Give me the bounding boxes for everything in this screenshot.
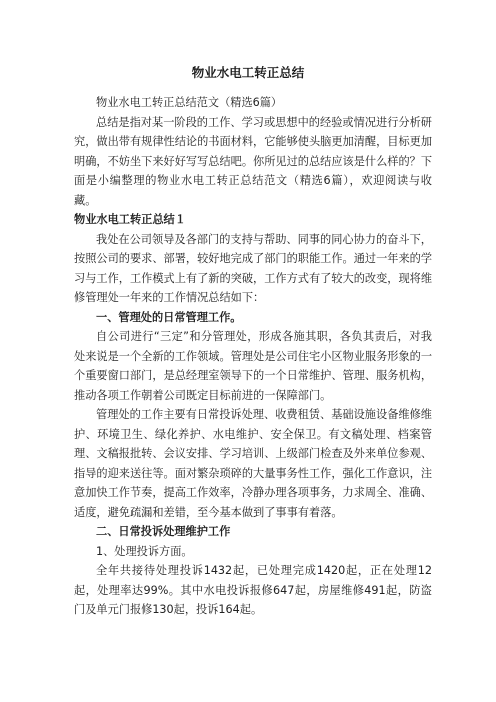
body-paragraph: 全年共接待处理投诉1432起，已处理完成1420起，正在处理12起，处理率达99%。其中水电投诉报修647起，房屋维修491起，防盗门及单元门报修130起，投诉164起。 <box>74 564 432 616</box>
document-title: 物业水电工转正总结 <box>191 65 305 80</box>
intro-paragraph: 总结是指对某一阶段的工作、学习或思想中的经验或情况进行分析研究，做出带有规律性结论的书面材料，它能够使头脑更加清醒，目标更加明确，不妨坐下来好好写写总结吧。你所见过的总结应该是什么样的？下面是小编整理的物业水电工转正总结范文（精选6篇），欢迎阅读与收藏。 <box>74 115 433 207</box>
body-paragraph: 管理处的工作主要有日常投诉处理、收费租赁、基础设施设备维修维护、环境卫生、绿化养护、水电维护、安全保卫。有文稿处理、档案管理、文稿报批转、会议安排、学习培训、上级部门检查及外来单位参观、指导的迎来送往等。面对繁杂琐碎的大量事务性工作，强化工作意识，注意加快工作节奏，提高工作效率，冷静办理各项事务，力求周全、准确、适度，避免疏漏和差错，至今基本做到了事事有着落。 <box>74 408 433 519</box>
subsection-heading: 二、日常投诉处理维护工作 <box>96 525 231 538</box>
body-paragraph: 我处在公司领导及各部门的支持与帮助、同事的同心协力的奋斗下，按照公司的要求、部署，较好地完成了部门的职能工作。通过一年来的学习与工作，工作模式上有了新的突破，工作方式有了较大的改变，现将维修管理处一年来的工作情况总结如下： <box>74 232 433 304</box>
subsection-heading: 一、管理处的日常管理工作。 <box>96 310 242 324</box>
document-body <box>74 93 432 620</box>
list-item-heading: 1、处理投诉方面。 <box>96 544 193 558</box>
body-paragraph: 自公司进行“三定”和分管理处，形成各施其职，各负其责后，对我处来说是一个全新的工作领域。管理处是公司住宅小区物业服务形象的一个重要窗口部门，是总经理室领导下的一个日常维护、管理、服务机构，推动各项工作朝着公司既定目标前进的一保障部门。 <box>74 330 433 402</box>
section-heading: 物业水电工转正总结１ <box>74 213 186 226</box>
subtitle-paragraph: 物业水电工转正总结范文（精选6篇） <box>96 96 283 109</box>
